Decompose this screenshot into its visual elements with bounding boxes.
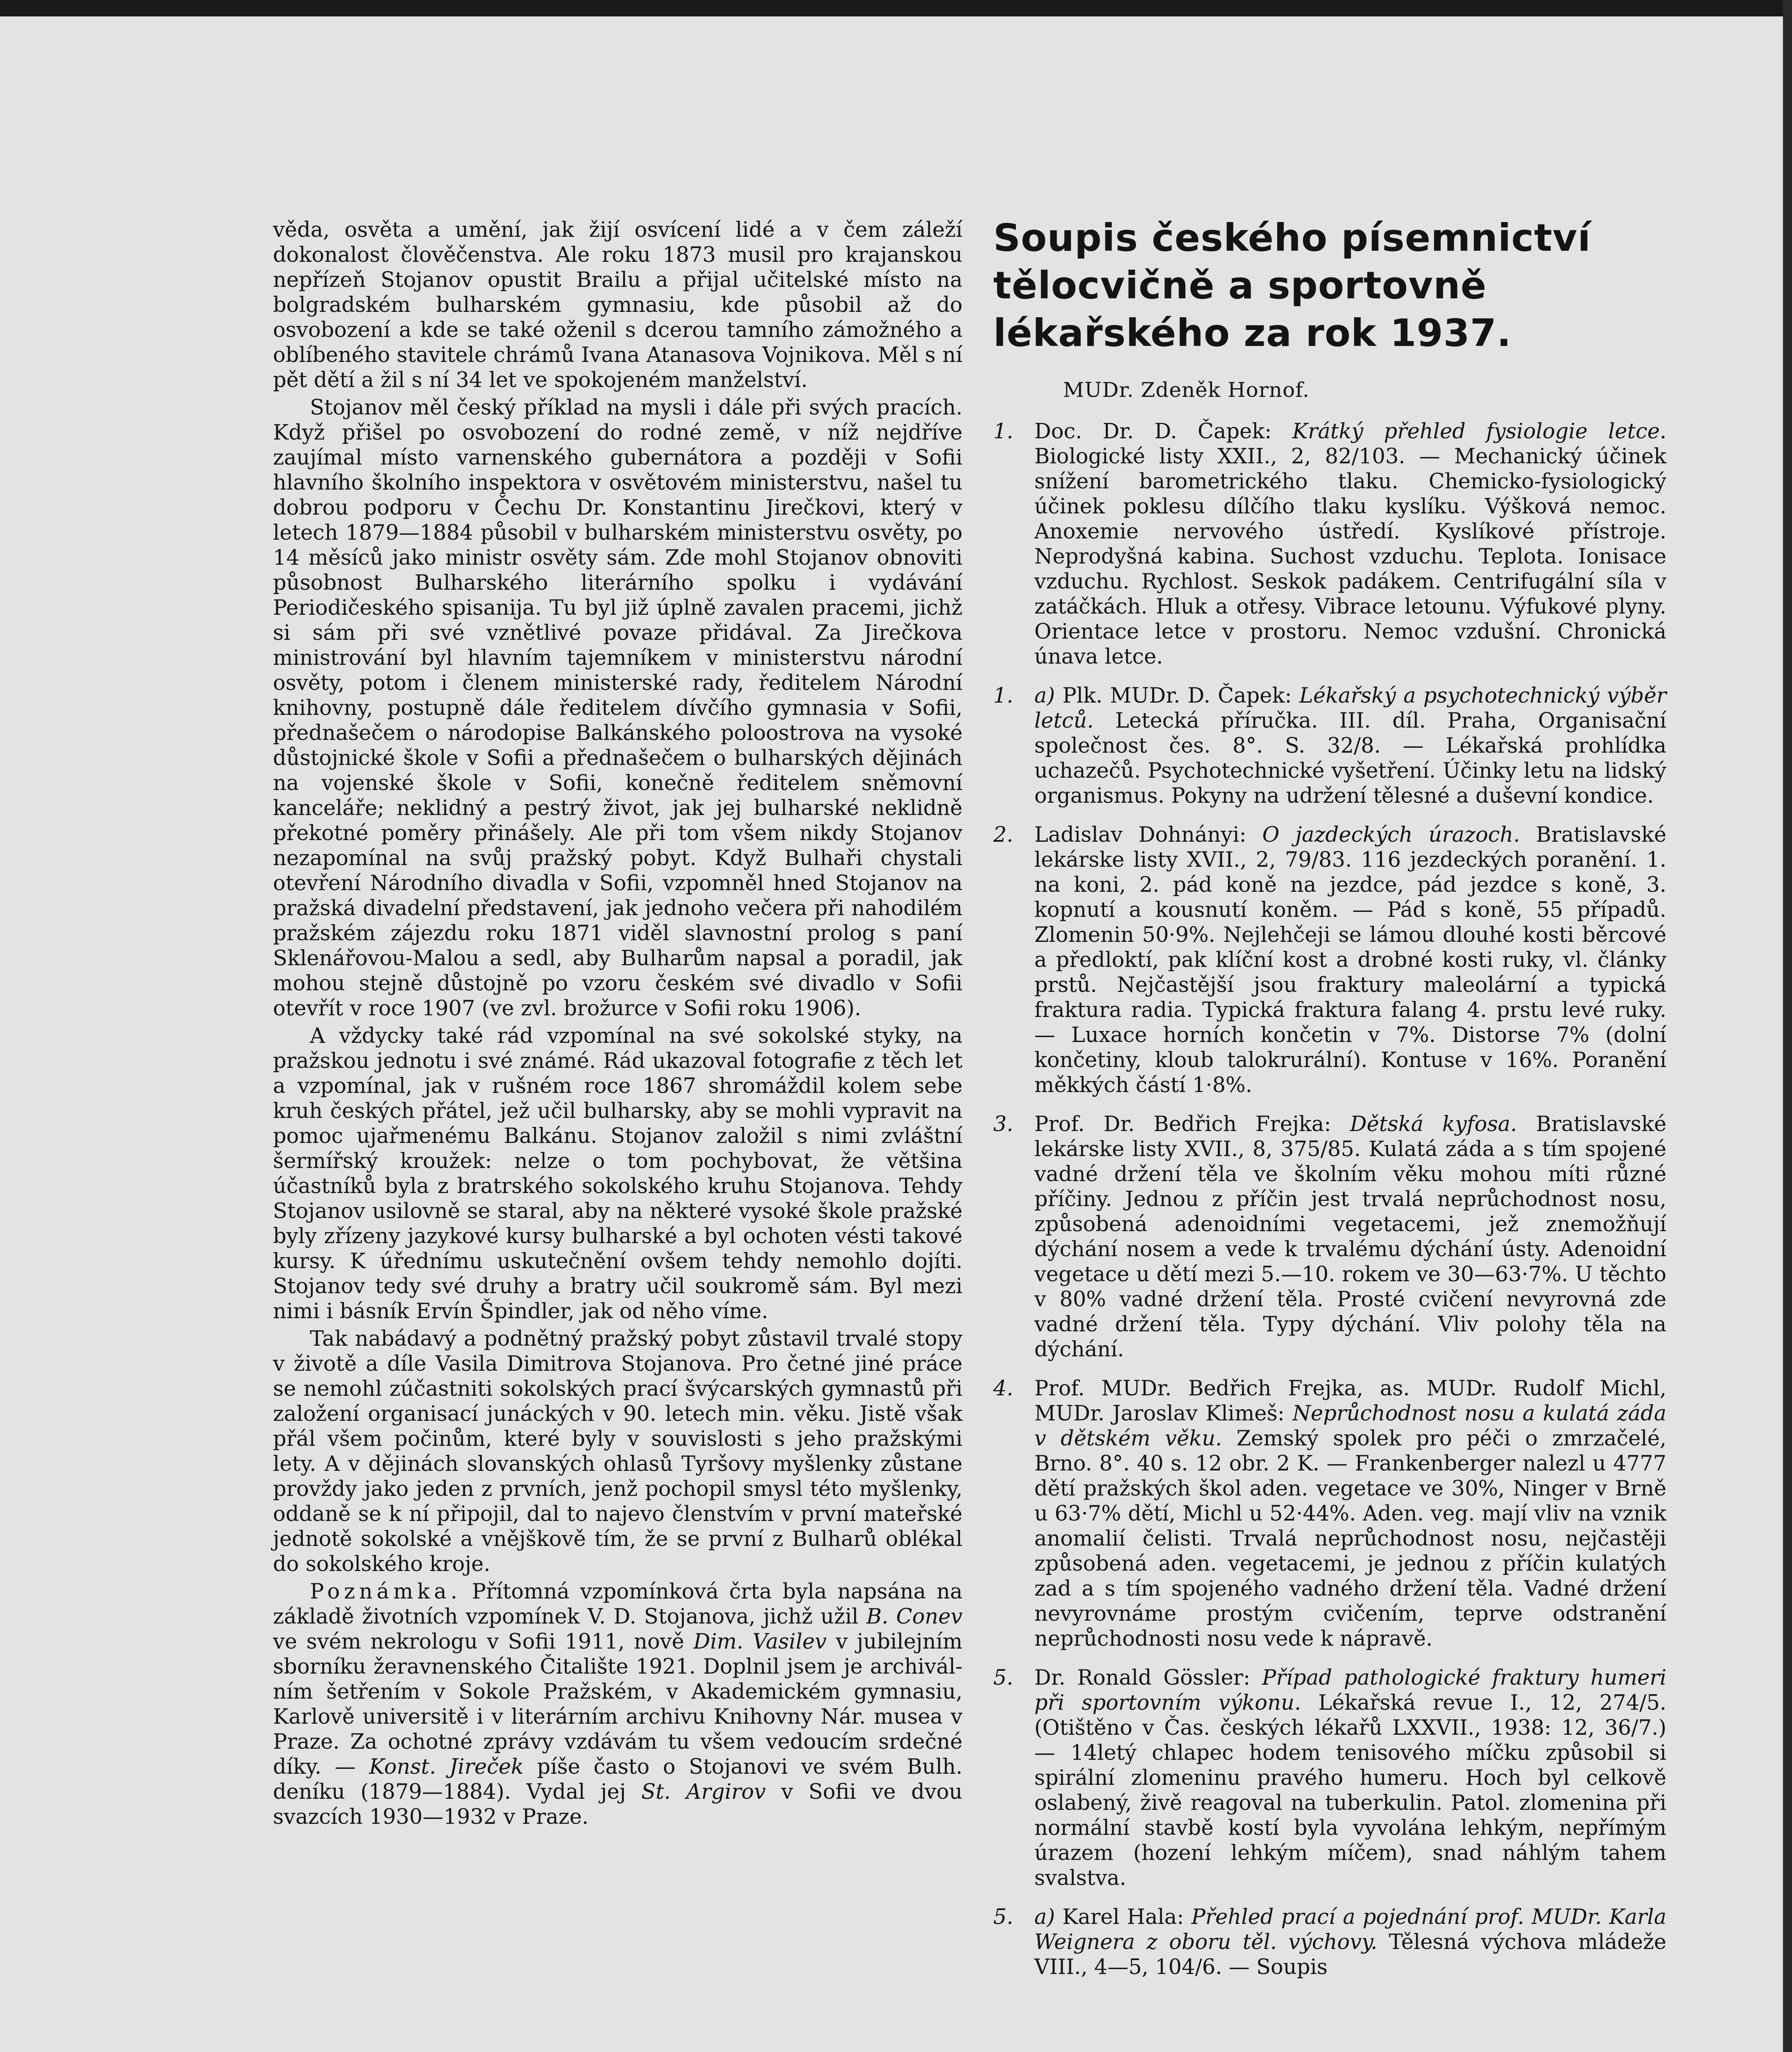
item-title: Krátký přehled fysiologie letce. bbox=[1292, 419, 1667, 444]
paragraph: Tak nabádavý a podnětný pražský pobyt zůstavil trvalé stopy v životě a díle Vasila Dimitrova Stojanova. Pro četné jiné práce se nemohl zúčastniti sokolských prací švýcarských gymnastů při založení organisací junáckých v 90. letech min. věku. Jistě však přál všem počinům, které byly v souvislosti s jeho pražskými lety. A v dějinách slovanských ohlasů Tyršovy myšlenky zůstane provždy jako jeden z prvních, jenž pochopil smysl této myšlenky, oddaně se k ní připojil, dal to najevo členstvím v první mateřské jednotě sokolské a vnějškově tím, že se první z Bulharů oblékal do sokolského kroje. bbox=[273, 1327, 962, 1576]
note-text: ve svém nekrologu v Sofii 1911, nově bbox=[273, 1630, 694, 1654]
cited-name: Dim. Vasilev bbox=[693, 1630, 827, 1654]
scan-right-edge bbox=[1783, 0, 1792, 2052]
bibliography-item bbox=[993, 683, 1666, 808]
item-number: 5. bbox=[993, 1905, 1013, 1929]
item-author: Ladislav Dohnányi: bbox=[1034, 823, 1263, 847]
article-heading: Soupis českého písemnictví tělocvičně a sportovně lékařského za rok 1937. bbox=[993, 216, 1591, 355]
cited-name: B. Conev bbox=[866, 1605, 962, 1629]
item-text: Lékařská revue I., 12, 274/5. (Otištěno v Čas. českých lékařů LXXVII., 1938: 12, 36/7.) — 14letý chlapec hodem tenisového míčku způsobil si spirální zlomeninu pravého humeru. Hoch byl celkově oslabený, živě reagoval na tuberkulin. Patol. zlomenina při normální stavbě kostí byla vyvolána lehkým, nepřímým úrazem (hození lehkým míčem), snad náhlým tahem svalstva. bbox=[1034, 1691, 1667, 1890]
item-title: Lékařský a psychotechnický výběr letců. bbox=[1034, 684, 1667, 733]
scan-top-edge bbox=[0, 0, 1792, 16]
bibliography-item bbox=[993, 1112, 1666, 1362]
note-text: v Sofii ve dvou svazcích 1930—1932 v Praze. bbox=[273, 1780, 962, 1829]
item-author: Karel Hala: bbox=[1062, 1905, 1192, 1929]
item-title: Případ pathologické fraktury humeri při sportovním výkonu. bbox=[1034, 1666, 1666, 1715]
item-title: O jazdeckých úrazoch. bbox=[1262, 823, 1536, 847]
note-paragraph bbox=[273, 1579, 962, 1830]
item-text: Biologické listy XXII., 2, 82/103. — Mechanický účinek snížení barometrického tlaku. Chemicko-fysiologický účinek poklesu dílčího tlaku kyslíku. Výšková nemoc. Anoxemie nervového ústředí. Kyslíkové přístroje. Neprodyšná kabina. Suchost vzduchu. Teplota. Ionisace vzduchu. Rychlost. Seskok padákem. Centrifugální síla v zatáčkách. Hluk a otřesy. Vibrace letounu. Výfukové plyny. Orientace letce v prostoru. Nemoc vzdušní. Chronická únava letce. bbox=[1034, 444, 1666, 669]
note-text: Přítomná vzpomínková črta byla napsána na základě životních vzpomínek V. D. Stojanova, jichž užil bbox=[273, 1580, 962, 1629]
paragraph: Stojanov měl český příklad na mysli i dále při svých pracích. Když přišel po osvobození do rodné země, v níž nejdříve zaujímal místo varnenského gubernátora a později v Sofii hlavního školního inspektora v osvětovém ministerstvu, našel tu dobrou podporu v Čechu Dr. Konstantinu Jirečkovi, který v letech 1879—1884 působil v bulharském ministerstvu osvěty, po 14 měsíců jako ministr osvěty sám. Zde mohl Stojanov obnoviti působnost Bulharského literárního spolku i vydávání Periodičeského spisanija. Tu byl již úplně zavalen pracemi, jichž si sám při své vznětlivé povaze přidával. Za Jirečkova ministrování byl hlavním tajemníkem v ministerstvu národní osvěty, potom i členem ministerské rady, ředitelem Národní knihovny, postupně dále ředitelem dívčího gymnasia v Sofii, přednašečem o národopise Balkánského poloostrova na vysoké důstojnické škole v Sofii a přednašečem o bulharských dějinách na vojenské škole v Sofii, konečně ředitelem sněmovní kanceláře; neklidný a pestrý život, jak jej bulharské neklidně překotné poměry přinášely. Ale při tom všem nikdy Stojanov nezapomínal na svůj pražský pobyt. Když Bulhaři chystali otevření Národního divadla v Sofii, vzpomněl hned Stojanov na pražská divadelní představení, jak jednoho večera při nahodilém pražském zájezdu roku 1871 viděl slavnostní prolog s paní Sklenářovou-Malou a sedl, aby Bulharům napsal a poradil, jak mohou stejně důstojně po vzoru českém své divadlo v Sofii otevřít v roce 1907 (ve zvl. brožurce v Sofii roku 1906). bbox=[273, 396, 962, 1021]
paragraph: A vždycky také rád vzpomínal na své sokolské styky, na pražskou jednotu i své známé. Rád ukazoval fotografie z těch let a vzpomínal, jak v rušném roce 1867 shromáždil kolem sebe kruh českých přátel, jež učil bulharsky, aby se mohli vypravit na pomoc ujařmenému Balkánu. Stojanov založil s nimi zvláštní šermířský kroužek: nelze o tom pochybovat, že většina účastníků byla z bratrského sokolského kruhu Stojanova. Tehdy Stojanov usilovně se staral, aby na některé vysoké škole pražské byly zřízeny jazykové kursy bulharské a byl ochoten vésti takové kursy. K úřednímu uskutečnění ovšem tehdy nemohlo dojíti. Stojanov tedy své druhy a bratry učil soukromě sám. Byl mezi nimi i básník Ervín Špindler, jak od něho víme. bbox=[273, 1024, 962, 1324]
note-label: Poznámka. bbox=[310, 1580, 461, 1604]
article-author: MUDr. Zdeněk Hornof. bbox=[1063, 378, 1310, 402]
item-text: Bratislavské lekárske listy XVII., 8, 375/85. Kulatá záda a s tím spojené vadné držení těla ve školním věku mohou míti různé příčiny. Jednou z příčin jest trvalá neprůchodnost nosu, způsobená adenoidními vegetacemi, jež znemožňují dýchání nosem a vede k trvalému dýchání ústy. Adenoidní vegetace u dětí mezi 5.—10. rokem ve 30—63·7%. U těchto v 80% vadné držení těla. Prosté cvičení nevyrovná zde vadné držení těla. Typy dýchání. Vliv polohy těla na dýchání. bbox=[1034, 1112, 1666, 1362]
bibliography-item bbox=[993, 822, 1666, 1098]
item-author: Doc. Dr. D. Čapek: bbox=[1034, 419, 1292, 444]
item-author: Prof. MUDr. Bedřich Frejka, as. MUDr. Rudolf Michl, MUDr. Jaroslav Klimeš: bbox=[1034, 1376, 1666, 1426]
item-number: 2. bbox=[993, 823, 1013, 847]
item-author: Dr. Ronald Gössler: bbox=[1034, 1666, 1262, 1690]
item-prefix: a) bbox=[1034, 684, 1063, 708]
paragraph: věda, osvěta a umění, jak žijí osvícení lidé a v čem záleží dokonalost člověčenstva. Ale roku 1873 musil pro krajanskou nepřízeň Stojanov opustit Brailu a přijal učitelské místo na bolgradském bulharském gymnasiu, kde působil až do osvobození a kde se také oženil s dcerou tamního zámožného a oblíbeného stavitele chrámů Ivana Atanasova Vojnikova. Měl s ní pět dětí a žil s ní 34 let ve spokojeném manželství. bbox=[273, 218, 962, 392]
bibliography-item bbox=[993, 1905, 1666, 1980]
item-title: Přehled prací a pojednání prof. MUDr. Karla Weignera z oboru těl. výchovy. bbox=[1034, 1905, 1667, 1954]
item-number: 4. bbox=[993, 1376, 1013, 1401]
item-title: Neprůchodnost nosu a kulatá záda v dětském věku. bbox=[1034, 1402, 1666, 1451]
item-number: 1. bbox=[993, 419, 1013, 444]
item-author: Prof. Dr. Bedřich Frejka: bbox=[1034, 1112, 1350, 1136]
item-author: Plk. MUDr. D. Čapek: bbox=[1062, 684, 1299, 708]
right-column bbox=[993, 218, 1666, 1994]
item-text: Tělesná výchova mládeže VIII., 4—5, 104/6. — Soupis bbox=[1034, 1930, 1666, 1979]
note-text: v jubilejním sborníku žeravnenského Čitalište 1921. Doplnil jsem je archiválním šetřením v Sokole Pražském, v Akademickém gymnasiu, Karlově universitě i v literárním archivu Knihovny Nár. musea v Praze. Za ochotné zprávy vzdávám tu všem vedoucím srdečné díky. — bbox=[273, 1630, 962, 1779]
note-text: píše často o Stojanovi ve svém Bulh. deníku (1879—1884). Vydal jej bbox=[273, 1755, 962, 1804]
left-column bbox=[273, 218, 962, 1830]
item-number: 3. bbox=[993, 1112, 1013, 1136]
item-text: Zemský spolek pro péči o zmrzačelé, Brno. 8°. 40 s. 12 obr. 2 K. — Frankenberger nalezl u 4777 dětí pražských škol aden. vegetace ve 30%, Ninger v Brně u 63·7% dětí, Michl u 52·44%. Aden. veg. mají vliv na vznik anomalií čelisti. Trvalá neprůchodnost nosu, nejčastěji způsobená aden. vegetacemi, je jednou z příčin kulatých zad a s tím spojeného vadného držení těla. Vadné držení nevyrovnáme prostým cvičením, teprve odstranění neprůchodnosti nosu vede k nápravě. bbox=[1034, 1427, 1666, 1651]
item-prefix: a) bbox=[1034, 1905, 1063, 1929]
item-text: Letecká příručka. III. díl. Praha, Organisační společnost čes. 8°. S. 32/8. — Lékařská prohlídka uchazečů. Psychotechnické vyšetření. Účinky letu na lidský organismus. Pokyny na udržení tělesné a duševní kondice. bbox=[1034, 709, 1666, 808]
page bbox=[0, 16, 1783, 2052]
bibliography-item bbox=[993, 1665, 1666, 1891]
bibliography-item bbox=[993, 419, 1666, 669]
cited-name: St. Argirov bbox=[641, 1780, 766, 1804]
bibliography-item bbox=[993, 1376, 1666, 1651]
item-title: Dětská kyfosa. bbox=[1350, 1112, 1536, 1136]
item-number: 5. bbox=[993, 1666, 1013, 1690]
item-text: Bratislavské lekárske listy XVII., 2, 79/83. 116 jezdeckých poranění. 1. na koni, 2. pád koně na jezdce, pád jezdce s koně, 3. kopnutí a kousnutí koněm. — Pád s koně, 55 případů. Zlomenin 50·9%. Nejlehčeji se lámou dlouhé kosti běrcové a předloktí, pak klíční kost a drobné kosti ruky, vl. články prstů. Nejčastější jsou fraktury maleolární a typická fraktura radia. Typická fraktura falang 4. prstu levé ruky. — Luxace horních končetin v 7%. Distorse 7% (dolní končetiny, kloub talokrurální). Kontuse v 16%. Poranění měkkých částí 1·8%. bbox=[1034, 823, 1666, 1097]
item-number: 1. bbox=[993, 684, 1013, 708]
cited-name: Konst. Jireček bbox=[369, 1755, 524, 1779]
